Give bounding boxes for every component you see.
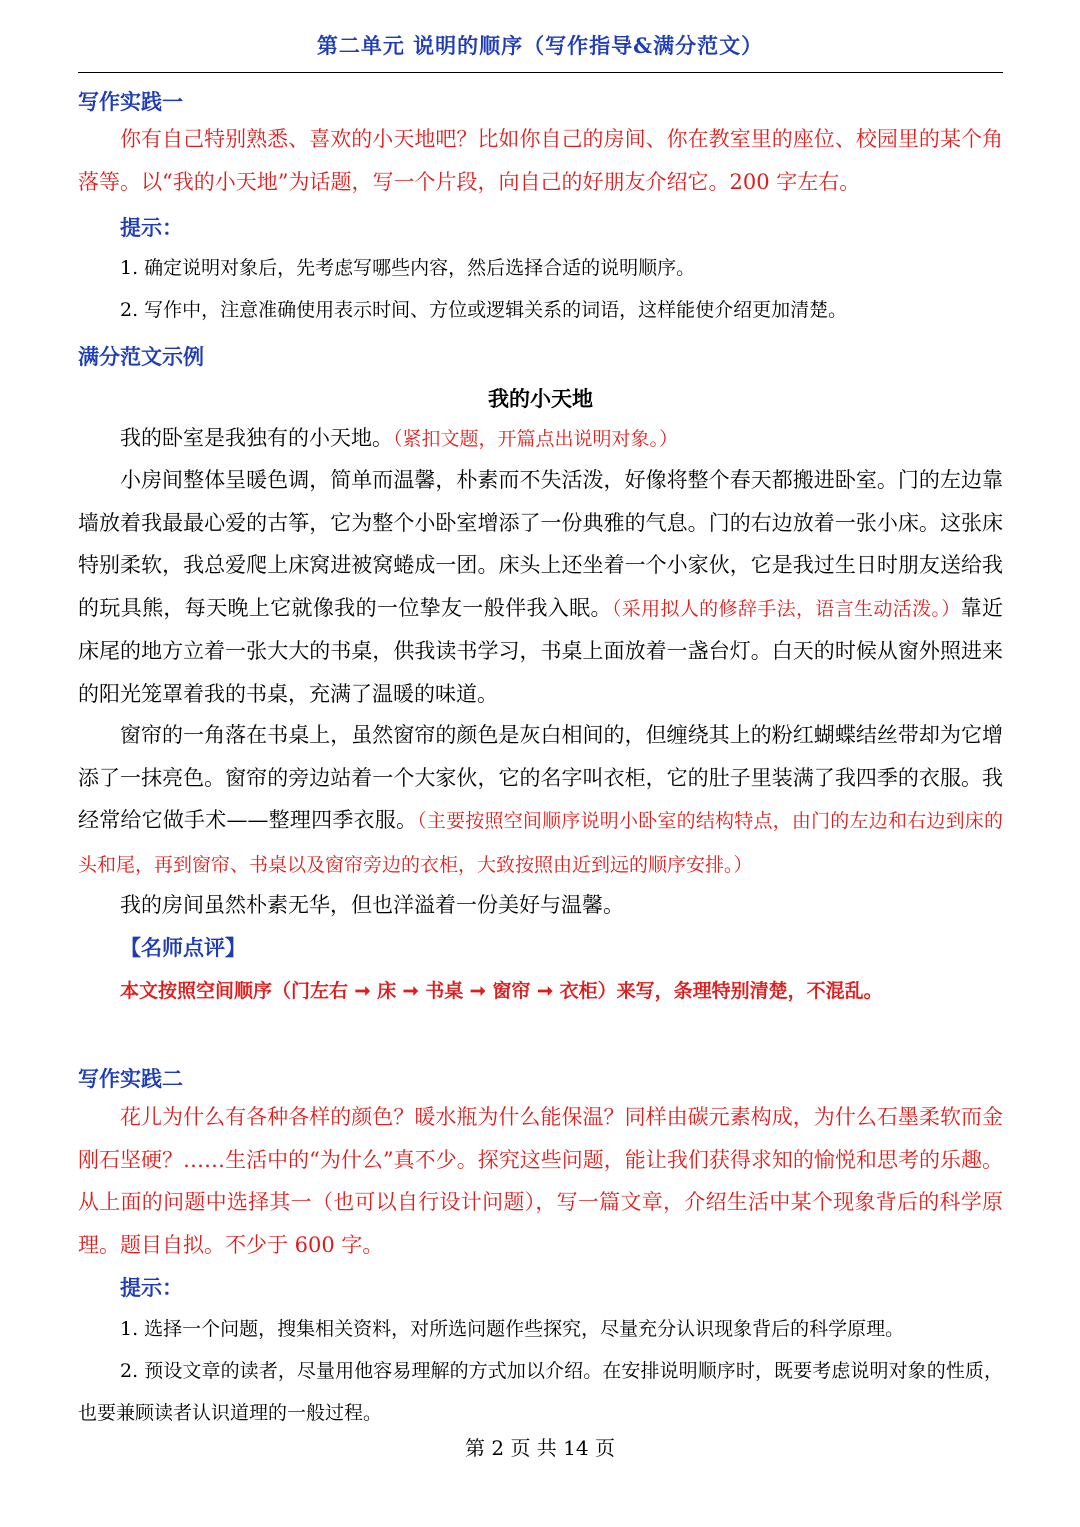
practice1-tips-label: 提示： bbox=[120, 215, 183, 240]
sample-title: 我的小天地 bbox=[488, 386, 593, 411]
practice1-tip-1: 1. 确定说明对象后，先考虑写哪些内容，然后选择合适的说明顺序。 bbox=[120, 257, 696, 279]
sample-paragraph-4: 我的房间虽然朴素无华，但也洋溢着一份美好与温馨。 bbox=[120, 893, 624, 917]
sample-p1-annotation: （紧扣文题，开篇点出说明对象。） bbox=[393, 428, 679, 450]
practice1-tip-2: 2. 写作中，注意准确使用表示时间、方位或逻辑关系的词语，这样能使介绍更加清楚。 bbox=[120, 299, 848, 321]
sample-p2-annotation: （采用拟人的修辞手法，语言生动活泼。） bbox=[611, 597, 961, 620]
page-header-title: 第二单元 说明的顺序（写作指导&满分范文） bbox=[316, 33, 764, 58]
review-text: 本文按照空间顺序（门左右 ➞ 床 ➞ 书桌 ➞ 窗帘 ➞ 衣柜）来写，条理特别清楚，不混乱。 bbox=[120, 980, 883, 1002]
sample-paragraph-3 bbox=[78, 714, 1003, 886]
sample-paragraph-1 bbox=[78, 417, 1003, 461]
practice2-heading: 写作实践二 bbox=[78, 1066, 183, 1091]
page-number-footer: 第 2 页 共 14 页 bbox=[465, 1436, 615, 1460]
review-label: 【名师点评】 bbox=[120, 935, 246, 960]
practice2-tip-1: 1. 选择一个问题，搜集相关资料，对所选问题作些探究，尽量充分认识现象背后的科学原理。 bbox=[120, 1318, 905, 1340]
sample-p1-text: 我的卧室是我独有的小天地。 bbox=[120, 426, 393, 450]
practice1-heading: 写作实践一 bbox=[78, 89, 183, 114]
practice2-tips-label: 提示： bbox=[120, 1275, 183, 1300]
sample-p3-annotation: （主要按照空间顺序说明小卧室的结构特点，由门的左边和右边到床的头和尾，再到窗帘、书桌以及窗帘旁边的衣柜，大致按照由近到远的顺序安排。） bbox=[78, 810, 1003, 876]
sample-heading: 满分范文示例 bbox=[78, 344, 204, 369]
practice2-tip-2: 2. 预设文章的读者，尽量用他容易理解的方式加以介绍。在安排说明顺序时，既要考虑说明对象的性质，也要兼顾读者认识道理的一般过程。 bbox=[78, 1360, 1003, 1424]
sample-paragraph-2 bbox=[78, 459, 1003, 715]
sample-p3-text: 窗帘的一角落在书桌上，虽然窗帘的颜色是灰白相间的，但缠绕其上的粉红蝴蝶结丝带却为它增添了一抹亮色。窗帘的旁边站着一个大家伙，它的名字叫衣柜，它的肚子里装满了我四季的衣服。我经常给它做手术——整理四季衣服。 bbox=[78, 723, 1003, 832]
sample-p2-text-a: 小房间整体呈暖色调，简单而温馨，朴素而不失活泼，好像将整个春天都搬进卧室。门的左边靠墙放着我最最心爱的古筝，它为整个小卧室增添了一份典雅的气息。门的右边放着一张小床。这张床特别柔软，我总爱爬上床窝进被窝蜷成一团。床头上还坐着一个小家伙，它是我过生日时朋友送给我的玩具熊，每天晚上它就像我的一位挚友一般伴我入眠。 bbox=[78, 468, 1003, 620]
sample-p2-text-b: 靠近床尾的地方立着一张大大的书桌，供我读书学习，书桌上面放着一盏台灯。白天的时候从窗外照进来的阳光笼罩着我的书桌，充满了温暖的味道。 bbox=[78, 595, 1003, 706]
practice2-prompt: 花儿为什么有各种各样的颜色？暖水瓶为什么能保温？同样由碳元素构成，为什么石墨柔软而金刚石坚硬？……生活中的“为什么”真不少。探究这些问题，能让我们获得求知的愉悦和思考的乐趣。从上面的问题中选择其一（也可以自行设计问题），写一篇文章，介绍生活中某个现象背后的科学原理。题目自拟。不少于 600 字。 bbox=[78, 1105, 1003, 1257]
header-divider bbox=[78, 72, 1003, 73]
practice1-prompt: 你有自己特别熟悉、喜欢的小天地吧？比如你自己的房间、你在教室里的座位、校园里的某个角落等。以“我的小天地”为话题，写一个片段，向自己的好朋友介绍它。200 字左右。 bbox=[78, 127, 1003, 194]
